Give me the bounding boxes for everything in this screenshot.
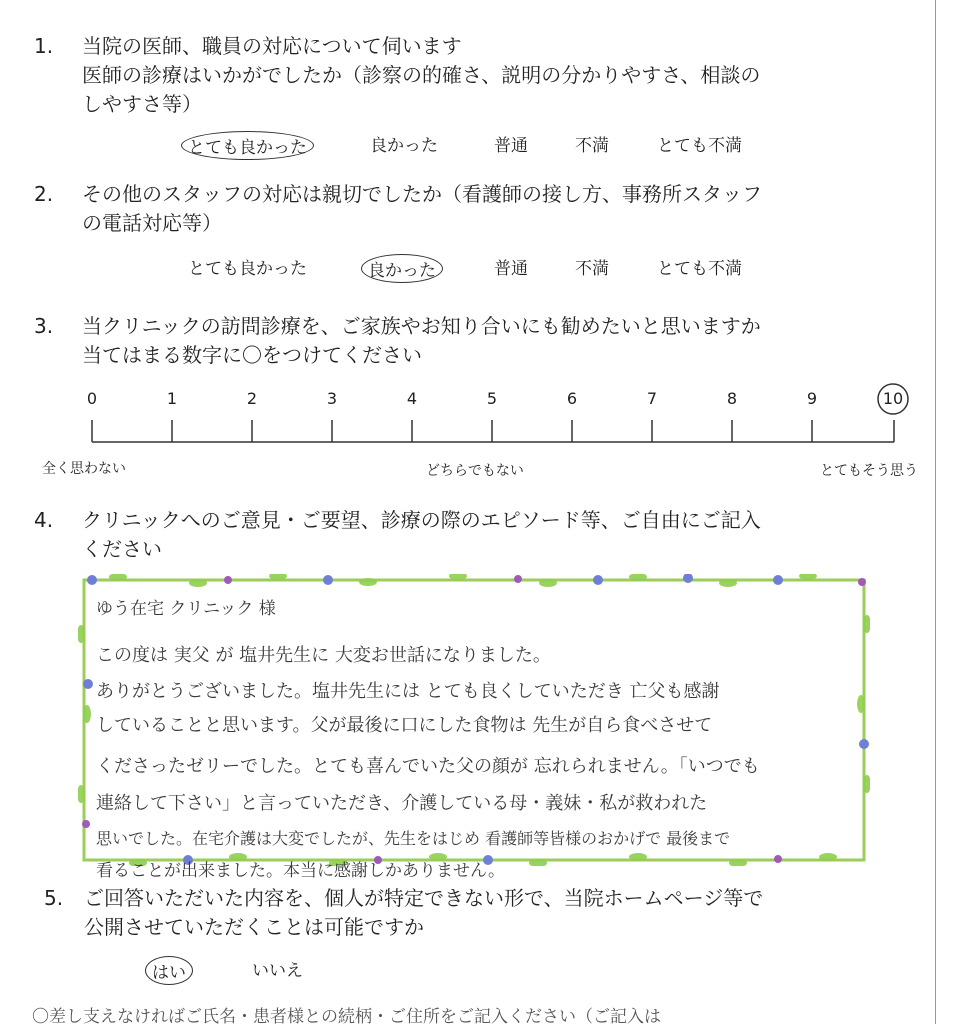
question-3-line2: 当てはまる数字に〇をつけてください <box>82 343 422 367</box>
question-2-number: 2. <box>34 182 54 206</box>
q5-option-no[interactable]: いいえ <box>252 961 303 981</box>
scale-line <box>0 380 964 460</box>
q5-option-yes[interactable]: はい <box>145 956 193 985</box>
q1-option-good[interactable]: 良かった <box>370 136 438 156</box>
handwritten-line-6: 連絡して下さい」と言っていただき、介護している母・義妹・私が救われた <box>96 793 708 814</box>
scale-3[interactable]: 3 <box>326 389 338 408</box>
question-2-line2: の電話対応等） <box>82 211 222 235</box>
q1-option-normal[interactable]: 普通 <box>494 136 528 156</box>
q1-option-dissatisfied[interactable]: 不満 <box>575 136 609 156</box>
q2-option-dissatisfied[interactable]: 不満 <box>575 259 609 279</box>
question-3-number: 3. <box>34 314 54 338</box>
handwritten-line-3: ありがとうございました。塩井先生には とても良くしていただき 亡父も感謝 <box>96 681 720 702</box>
question-4-number: 4. <box>34 508 54 532</box>
question-1-line3: しやすさ等） <box>82 92 202 116</box>
question-3-line1: 当クリニックの訪問診療を、ご家族やお知り合いにも勧めたいと思いますか <box>82 314 761 338</box>
question-1-line2: 医師の診療はいかがでしたか（診察の的確さ、説明の分かりやすさ、相談の <box>82 63 761 87</box>
question-1 <box>34 32 760 119</box>
scale-9[interactable]: 9 <box>806 389 818 408</box>
question-4-line2: ください <box>82 537 162 561</box>
scale-10[interactable]: 10 <box>882 389 904 408</box>
question-1-line1: 当院の医師、職員の対応について伺います <box>82 34 462 58</box>
q2-option-very-dissatisfied[interactable]: とても不満 <box>657 259 742 279</box>
question-4 <box>34 506 761 564</box>
scale-label-right: とてもそう思う <box>820 463 918 479</box>
handwritten-line-4: していることと思います。父が最後に口にした食物は 先生が自ら食べさせて <box>96 715 713 736</box>
scale-5[interactable]: 5 <box>486 389 498 408</box>
question-2 <box>34 180 762 238</box>
scale-1[interactable]: 1 <box>166 389 178 408</box>
q2-option-good[interactable]: 良かった <box>361 254 443 283</box>
bottom-cutoff-text <box>0 996 964 1024</box>
scale-label-left: 全く思わない <box>42 461 126 477</box>
question-4-line1: クリニックへのご意見・ご要望、診療の際のエピソード等、ご自由にご記入 <box>82 508 761 532</box>
bottom-cutoff-line: 〇差し支えなければご氏名・患者様との続柄・ご住所をご記入ください（ご記入は <box>32 1007 661 1024</box>
question-2-line1: その他のスタッフの対応は親切でしたか（看護師の接し方、事務所スタッフ <box>82 182 762 206</box>
question-5-number: 5. <box>44 886 64 910</box>
scale-2[interactable]: 2 <box>246 389 258 408</box>
question-5-line2: 公開させていただくことは可能ですか <box>84 915 424 939</box>
page-edge-line <box>935 0 937 1024</box>
q2-option-normal[interactable]: 普通 <box>494 259 528 279</box>
handwritten-line-2: この度は 実父 が 塩井先生に 大変お世話になりました。 <box>96 645 551 666</box>
scale-4[interactable]: 4 <box>406 389 418 408</box>
q1-option-very-dissatisfied[interactable]: とても不満 <box>657 136 742 156</box>
scale-8[interactable]: 8 <box>726 389 738 408</box>
scale-7[interactable]: 7 <box>646 389 658 408</box>
question-3 <box>34 312 761 370</box>
question-5 <box>44 884 763 942</box>
question-1-number: 1. <box>34 34 54 58</box>
question-5-line1: ご回答いただいた内容を、個人が特定できない形で、当院ホームページ等で <box>84 886 764 910</box>
scale-0[interactable]: 0 <box>86 389 98 408</box>
handwritten-line-8: 看ることが出来ました。本当に感謝しかありません。 <box>96 861 506 881</box>
q1-option-very-good[interactable]: とても良かった <box>181 131 314 160</box>
scale-selected-circle <box>878 384 908 414</box>
handwritten-line-5: くださったゼリーでした。とても喜んでいた父の顔が 忘れられません。「いつでも <box>96 756 760 777</box>
q2-option-very-good[interactable]: とても良かった <box>188 259 307 279</box>
handwritten-line-7: 思いでした。在宅介護は大変でしたが、先生をはじめ 看護師等皆様のおかげで 最後まで <box>96 829 731 848</box>
scale-6[interactable]: 6 <box>566 389 578 408</box>
handwritten-line-1: ゆう在宅 クリニック 様 <box>96 599 276 619</box>
scale-label-mid: どちらでもない <box>426 463 524 479</box>
